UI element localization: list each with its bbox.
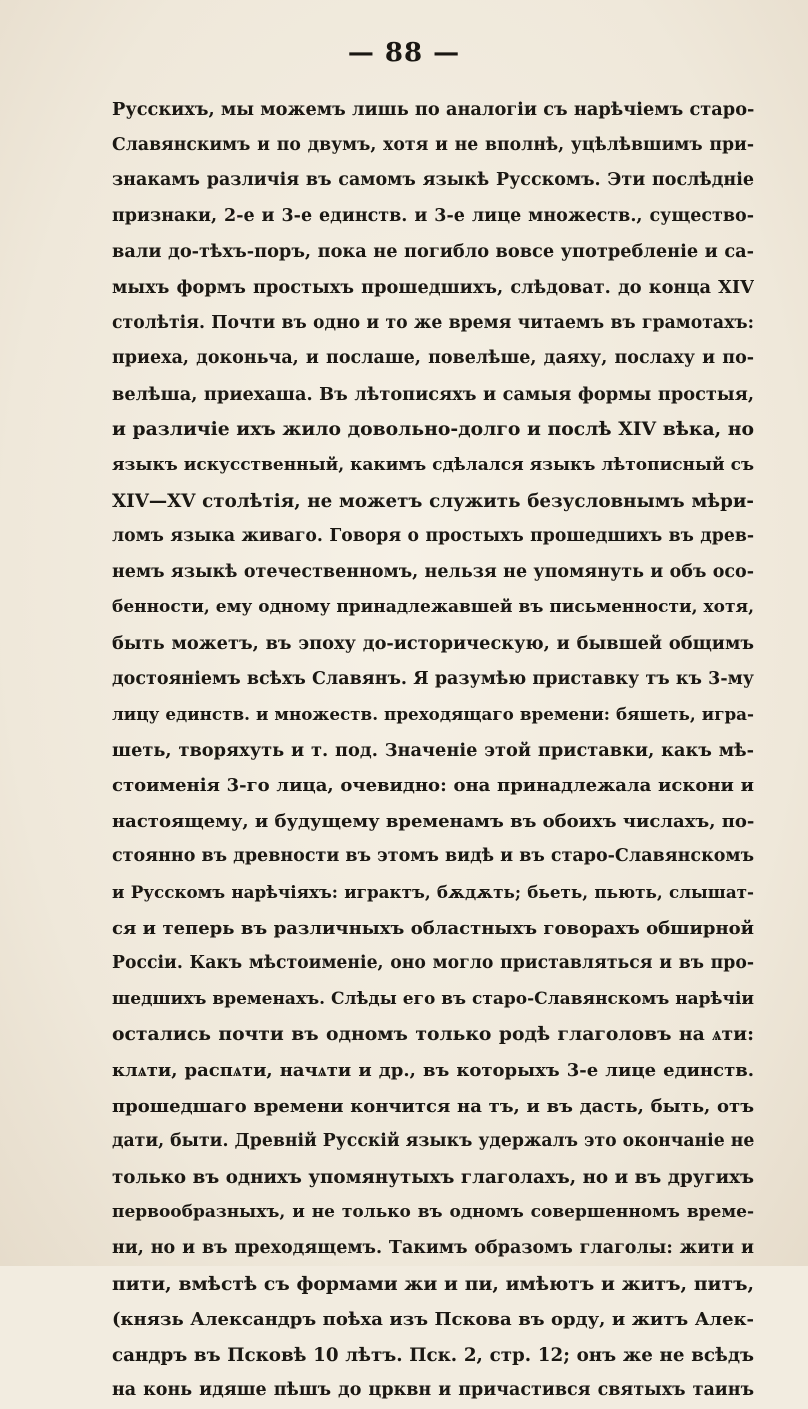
text-line: достояніемъ всѣхъ Славянъ. Я разумѣю приставку тъ къ 3-му xyxy=(112,668,754,689)
text-line: настоящему, и будущему временамъ въ обоихъ числахъ, по- xyxy=(112,810,754,832)
body-text xyxy=(112,92,754,1409)
text-line: (князь Александръ поѣха изъ Пскова въ орду, и житъ Алек- xyxy=(112,1309,754,1331)
text-line: и различіе ихъ жило довольно-долго и послѣ XIV вѣка, но xyxy=(112,418,754,441)
text-line: XIV—XV столѣтія, не можетъ служить безусловнымъ мѣри- xyxy=(112,490,754,512)
text-line: вали до-тѣхъ-поръ, пока не погибло вовсе употребленіе и са- xyxy=(112,241,754,263)
text-line: немъ языкѣ отечественномъ, нельзя не упомянуть и объ осо- xyxy=(112,561,754,582)
text-line: приеха, доконьча, и послаше, повелѣше, даяху, послаху и по- xyxy=(112,348,754,369)
text-line: первообразныхъ, и не только въ одномъ совершенномъ време- xyxy=(112,1202,754,1223)
text-line: признаки, 2-е и 3-е единств. и 3-е лице множеств., существо- xyxy=(112,205,754,226)
text-line: шедшихъ временахъ. Слѣды его въ старо-Славянскомъ нарѣчіи xyxy=(112,988,754,1009)
text-line: стоименія 3-го лица, очевидно: она принадлежала искони и xyxy=(112,775,754,797)
text-line: стоянно въ древности въ этомъ видѣ и въ старо-Славянскомъ xyxy=(112,846,754,867)
text-line: мыхъ формъ простыхъ прошедшихъ, слѣдоват. до конца XIV xyxy=(112,276,754,298)
text-line: ся и теперь въ различныхъ областныхъ говорахъ обширной xyxy=(112,917,754,939)
text-line: Славянскимъ и по двумъ, хотя и не вполнѣ, уцѣлѣвшимъ при- xyxy=(112,134,754,155)
text-line: Русскихъ, мы можемъ лишь по аналогіи съ нарѣчіемъ старо- xyxy=(112,99,754,120)
text-line: только въ однихъ упомянутыхъ глаголахъ, но и въ другихъ xyxy=(112,1166,754,1188)
text-line: Россіи. Какъ мѣстоименіе, оно могло приставляться и въ про- xyxy=(112,953,754,974)
text-line: знакамъ различія въ самомъ языкѣ Русскомъ. Эти послѣдніе xyxy=(112,170,754,191)
text-line: клѧти, распѧти, начѧти и др., въ которыхъ 3-е лице единств. xyxy=(112,1060,754,1082)
text-line: ломъ языка живаго. Говоря о простыхъ прошедшихъ въ древ- xyxy=(112,526,754,547)
text-line: остались почти въ одномъ только родѣ глаголовъ на ѧти: xyxy=(112,1023,754,1046)
text-line: столѣтія. Почти въ одно и то же время читаемъ въ грамотахъ: xyxy=(112,312,754,333)
text-line: языкъ искусственный, какимъ сдѣлался языкъ лѣтописный съ xyxy=(112,454,754,475)
page-number: — 88 — xyxy=(347,38,461,68)
text-line: прошедшаго времени кончится на тъ, и въ дасть, быть, отъ xyxy=(112,1095,754,1117)
text-line: шеть, творяхуть и т. под. Значеніе этой приставки, какъ мѣ- xyxy=(112,739,754,761)
text-line: дати, быти. Древній Русскій языкъ удержалъ это окончаніе не xyxy=(112,1131,754,1152)
text-line: ни, но и въ преходящемъ. Такимъ образомъ глаголы: жити и xyxy=(112,1238,754,1258)
text-line: велѣша, приехаша. Въ лѣтописяхъ и самыя формы простыя, xyxy=(112,383,754,405)
text-line: быть можетъ, въ эпоху до-историческую, и бывшей общимъ xyxy=(112,632,754,654)
text-line: на конь идяше пѣшъ до црквн и причастився святыхъ таинъ xyxy=(112,1380,754,1401)
text-line: сандръ въ Псковѣ 10 лѣтъ. Пск. 2, стр. 12; онъ же не всѣдъ xyxy=(112,1344,754,1366)
text-line: и Русскомъ нарѣчіяхъ: играктъ, бѫдѫть; бьеть, пьють, слышат- xyxy=(112,882,754,903)
text-line: бенности, ему одному принадлежавшей въ письменности, хотя, xyxy=(112,597,754,618)
text-line: пити, вмѣстѣ съ формами жи и пи, имѣютъ и житъ, питъ, xyxy=(112,1272,754,1295)
text-line: лицу единств. и множеств. преходящаго времени: бяшеть, игра- xyxy=(112,704,754,725)
